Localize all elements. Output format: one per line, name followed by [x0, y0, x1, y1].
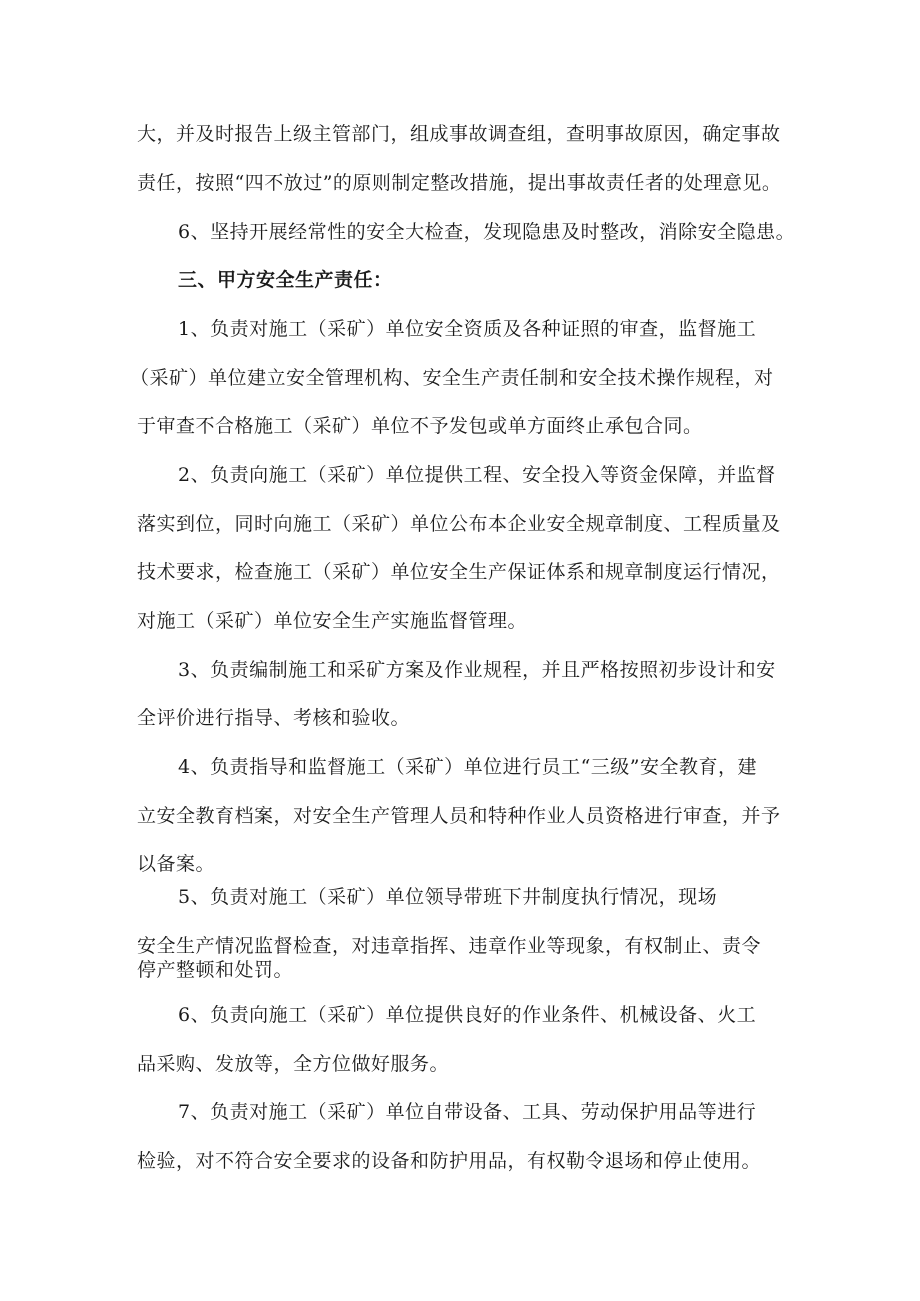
text-line-9: 落实到位，同时向施工（采矿）单位公布本企业安全规章制度、工程质量及 [137, 513, 781, 535]
text-line-17: 5、负责对施工（采矿）单位领导带班下井制度执行情况，现场 [178, 886, 718, 908]
text-line-20: 6、负责向施工（采矿）单位提供良好的作业条件、机械设备、火工 [178, 1004, 757, 1026]
text-line-22: 7、负责对施工（采矿）单位自带设备、工具、劳动保护用品等进行 [178, 1101, 757, 1123]
text-line-14: 4、负责指导和监督施工（采矿）单位进行员工“三级”安全教育，建 [178, 756, 758, 778]
text-line-2: 责任，按照“四不放过”的原则制定整改措施，提出事故责任者的处理意见。 [137, 172, 782, 194]
text-line-21: 品采购、发放等，全方位做好服务。 [137, 1053, 450, 1075]
text-line-8: 2、负责向施工（采矿）单位提供工程、安全投入等资金保障，并监督 [178, 464, 776, 486]
text-line-15: 立安全教育档案，对安全生产管理人员和特种作业人员资格进行审查，并予 [137, 805, 781, 827]
text-line-7: 于审查不合格施工（采矿）单位不予发包或单方面终止承包合同。 [137, 415, 703, 437]
text-line-18: 安全生产情况监督检查，对违章指挥、违章作业等现象，有权制止、责令 [137, 935, 762, 957]
text-line-19: 停产整顿和处罚。 [137, 959, 294, 981]
text-line-3: 6、坚持开展经常性的安全大检查，发现隐患及时整改，消除安全隐患。 [178, 221, 796, 243]
text-line-10: 技术要求，检查施工（采矿）单位安全生产保证体系和规章制度运行情况， [137, 561, 781, 583]
text-line-23: 检验，对不符合安全要求的设备和防护用品，有权勒令退场和停止使用。 [137, 1150, 762, 1172]
text-line-6: （采矿）单位建立安全管理机构、安全生产责任制和安全技术操作规程，对 [130, 367, 774, 389]
text-line-1: 大，并及时报告上级主管部门，组成事故调查组，查明事故原因，确定事故 [137, 123, 781, 145]
text-line-16: 以备案。 [137, 853, 216, 875]
section-heading: 三、甲方安全生产责任： [178, 269, 393, 291]
text-line-5: 1、负责对施工（采矿）单位安全资质及各种证照的审查，监督施工 [178, 318, 757, 340]
text-line-13: 全评价进行指导、考核和验收。 [137, 707, 411, 729]
text-line-12: 3、负责编制施工和采矿方案及作业规程，并且严格按照初步设计和安 [178, 659, 776, 681]
text-line-11: 对施工（采矿）单位安全生产实施监督管理。 [137, 610, 528, 632]
